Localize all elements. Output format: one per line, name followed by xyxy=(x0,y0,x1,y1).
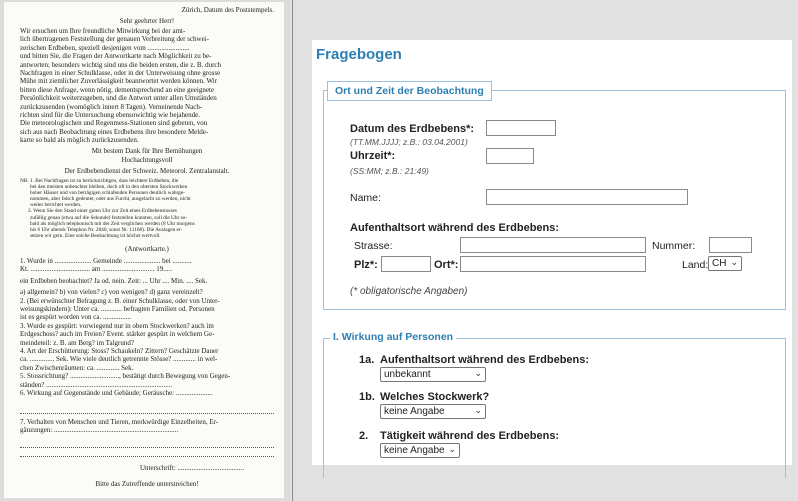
scan-intro-line: lich übertragenen Feststellung der genauen Verbreitung der schwei- xyxy=(20,35,209,44)
scan-nb-notes xyxy=(20,178,274,239)
scan-regards: Hochachtungsvoll xyxy=(121,156,173,164)
scan-intro-line: zurückzusenden (womöglich innert 8 Tagen). Verneinende Nach- xyxy=(20,102,203,111)
time-input[interactable] xyxy=(486,148,534,164)
scan-question-line: 6. Wirkung auf Gegenstände und Gebäude; Geräusche: ..................... xyxy=(20,389,213,398)
country-label: Land: xyxy=(682,259,709,271)
number-input[interactable] xyxy=(709,237,752,253)
question-1a-value: unbekannt xyxy=(384,369,431,380)
location-heading: Aufenthaltsort während des Erdbebens: xyxy=(350,222,560,234)
scan-signature: Unterschrift: ...................................... xyxy=(139,464,244,472)
city-input[interactable] xyxy=(460,256,646,272)
scan-intro-line: karte so bald als möglich zurückzusenden. xyxy=(20,136,139,145)
chevron-down-icon: ⌄ xyxy=(474,405,482,415)
scan-nb-line: NB. 1. Bei Nachfragen ist zu berücksichtigen, dass leichtere Erdbeben, die xyxy=(20,178,179,184)
scan-intro-line: bitten diese Anfrage, wenn nötig, dementsprechend an eine geeignete xyxy=(20,85,214,94)
question-1b-select[interactable] xyxy=(380,404,486,419)
date-input[interactable] xyxy=(486,120,556,136)
scan-place-date: Zürich, Datum des Poststempels. xyxy=(181,6,274,14)
scan-intro-line: zerischen Erdbeben, speziell desjenigen vom ........................ xyxy=(20,43,190,52)
scan-question-line: ca. .............. Sek. Wie viele deutlich getrennte Stösse? ............. in wel- xyxy=(20,355,218,364)
panel-divider xyxy=(292,0,293,501)
page-title: Fragebogen xyxy=(316,46,402,63)
scan-question-line: 1. Wurde in ..................... Gemeinde ..................... bei ........... xyxy=(20,257,192,265)
scan-question-line: gänzungen: ....................................................................... xyxy=(20,426,179,435)
zip-label: Plz*: xyxy=(354,259,378,271)
question-1a-select[interactable] xyxy=(380,367,486,382)
scan-intro-line: Die meteorologischen und Regenmess-Stationen sind gebeten, von xyxy=(20,119,208,128)
historic-questionnaire-scan xyxy=(4,2,284,498)
question-2-value: keine Angabe xyxy=(384,445,445,456)
question-1a-label: Aufenthaltsort während des Erdbebens: xyxy=(380,354,590,366)
required-note: (* obligatorische Angaben) xyxy=(350,286,468,297)
question-2-number: 2. xyxy=(359,430,369,442)
question-1b-number: 1b. xyxy=(359,391,375,403)
country-select-value: CH xyxy=(712,258,727,269)
scan-intro-line: Nachfragen in einer Schulklasse, oder in der Unterweisung ohne grosse xyxy=(20,69,221,78)
scan-answer-line xyxy=(20,447,274,448)
question-1b-value: keine Angabe xyxy=(384,406,445,417)
scan-question-line: ist es gespürt worden von ca. ................ xyxy=(20,313,132,322)
scan-questions xyxy=(20,257,274,398)
date-label: Datum des Erdbebens*: xyxy=(350,123,475,135)
scan-nb-line: bald als möglich telephonisch mit der Zeit verglichen werden (8 Uhr morgens xyxy=(30,220,195,227)
scan-question-line: weisungskindern): Unter ca. ............ befragten Familien od. Personen xyxy=(20,305,215,314)
section-effects-on-persons-legend: I. Wirkung auf Personen xyxy=(330,331,456,343)
scan-nb-line: hoher Häuser und von beträgigen schlafenden Personen deutlich wahrge- xyxy=(30,190,185,197)
scan-question-line: 2. (Bei erwünschter Befragung z. B. einer Schulklasse, oder von Unter- xyxy=(20,296,220,305)
question-2-label: Tätigkeit während des Erdbebens: xyxy=(380,430,560,442)
scan-question-line: a) allgemein? b) von vielen? c) von wenigen? d) ganz vereinzelt? xyxy=(20,288,203,297)
scan-question-line: 7. Verhalten von Menschen und Tieren, merkwürdige Einzelheiten, Er- xyxy=(20,418,219,426)
scan-intro xyxy=(20,27,274,145)
chevron-down-icon: ⌄ xyxy=(474,368,482,378)
time-label: Uhrzeit*: xyxy=(350,150,396,162)
scan-nb-line: nommen, aber falsch gedeutet, oder aus Furcht, ausgelacht zu werden, nicht xyxy=(30,196,191,203)
zip-input[interactable] xyxy=(381,256,431,272)
scan-intro-line: antworten; besonders wichtig sind uns die beiden ersten, die z. B. durch xyxy=(20,60,222,69)
scan-intro-line: richten sind für die Untersuchung ebensowichtig wie bejahende. xyxy=(20,111,201,120)
date-hint: (TT.MM.JJJJ; z.B.: 03.04.2001) xyxy=(350,137,468,147)
scan-separator xyxy=(20,413,274,414)
scan-nb-line: setzen wir gern. Eine solche Beobachtung ist höchst wertvoll. xyxy=(30,232,161,239)
time-hint: (SS:MM; z.B.: 21:49) xyxy=(350,166,429,176)
scan-question-line: 4. Art der Erschütterung: Stoss? Schaukeln? Zittern? Geschätzte Dauer xyxy=(20,347,219,356)
street-input[interactable] xyxy=(460,237,646,253)
scan-nb-line: bei den meisten unbeachtet bleiben, doch oft in den obersten Stockwerken xyxy=(30,184,188,191)
scanned-form-panel xyxy=(0,0,290,501)
scan-question-line: meindeteil: z. B. am Berg? im Talgrund? xyxy=(20,338,134,347)
scan-nb-line: zufällig genau (etwa auf die Sekunde) feststellen konnten, soll die Uhr so- xyxy=(30,214,188,221)
question-1b-label: Welches Stockwerk? xyxy=(380,391,490,403)
name-label: Name: xyxy=(350,192,381,204)
scan-question-line: 5. Stossrichtung? ............................, bestätigt durch Bewegung von Gegen- xyxy=(20,372,231,381)
scan-question-line: ein Erdbeben beobachtet? Ja od. nein. Zeit: ... Uhr .... Min. .... Sek. xyxy=(20,276,208,285)
scan-salutation: Sehr geehrter Herr! xyxy=(119,17,175,25)
scan-intro-line: Wir ersuchen um Ihre freundliche Mitwirkung bei der amt- xyxy=(20,27,186,35)
question-2-select[interactable] xyxy=(380,443,460,458)
scan-answer-line xyxy=(20,456,274,457)
number-label: Nummer: xyxy=(652,240,696,252)
scan-answer-card-title: (Antwortkarte.) xyxy=(125,245,169,253)
scan-question-line: 3. Wurde es gespürt: vorwiegend nur in obern Stockwerken? auch im xyxy=(20,321,214,330)
scan-intro-line: und bitten Sie, die Fragen der Antwortkarte nach Möglichkeit zu be- xyxy=(20,52,212,61)
scan-question-line: Erdgeschoss? auch im Freien? Event. stärker gespürt in welchem Ge- xyxy=(20,330,215,339)
scan-thanks: Mit bestem Dank für Ihre Bemühungen xyxy=(91,147,203,155)
section-location-time-legend: Ort und Zeit der Beobachtung xyxy=(327,81,492,101)
scan-closing: Bitte das Zutreffende unterstreichen! xyxy=(95,480,199,488)
city-label: Ort*: xyxy=(434,259,459,271)
chevron-down-icon: ⌄ xyxy=(448,444,456,454)
scan-intro-line: Mühe mit ziemlicher Zuverlässigkeit beantwortet werden können. Wir xyxy=(20,77,218,86)
question-1a-number: 1a. xyxy=(359,354,375,366)
scan-question-line: ständen? ........................................................................ xyxy=(20,380,173,389)
scan-nb-line: bis 6 Uhr abends Telephon Nr. 2840, sonst Nr. 11168). Die Auslagen er- xyxy=(30,226,183,233)
scan-intro-line: sich aus nach Beobachtung eines Erdbebens ihre besondere Melde- xyxy=(20,127,209,136)
scan-question-line: Kt. .................................. am .............................. 19..... xyxy=(20,265,173,274)
street-label: Strasse: xyxy=(354,240,393,252)
scan-nb-line: weiter berichtet werden. xyxy=(30,202,82,209)
chevron-down-icon: ⌄ xyxy=(730,257,738,267)
scan-question-7 xyxy=(20,418,274,435)
scan-sender: Der Erdbebendienst der Schweiz. Meteorol. Zentralanstalt. xyxy=(64,167,230,175)
scan-question-line: chen Zwischenräumen: ca. ............. Sek. xyxy=(20,363,134,372)
scan-intro-line: Persönlichkeit weiterzugeben, und die Antwort unter allen Umständen xyxy=(20,94,217,103)
scan-nb-line: 2. Wenn Sie den Stand einer guten Uhr zur Zeit eines Erdbebenstosses xyxy=(28,208,177,215)
country-select[interactable] xyxy=(708,256,742,271)
name-input[interactable] xyxy=(486,189,688,205)
